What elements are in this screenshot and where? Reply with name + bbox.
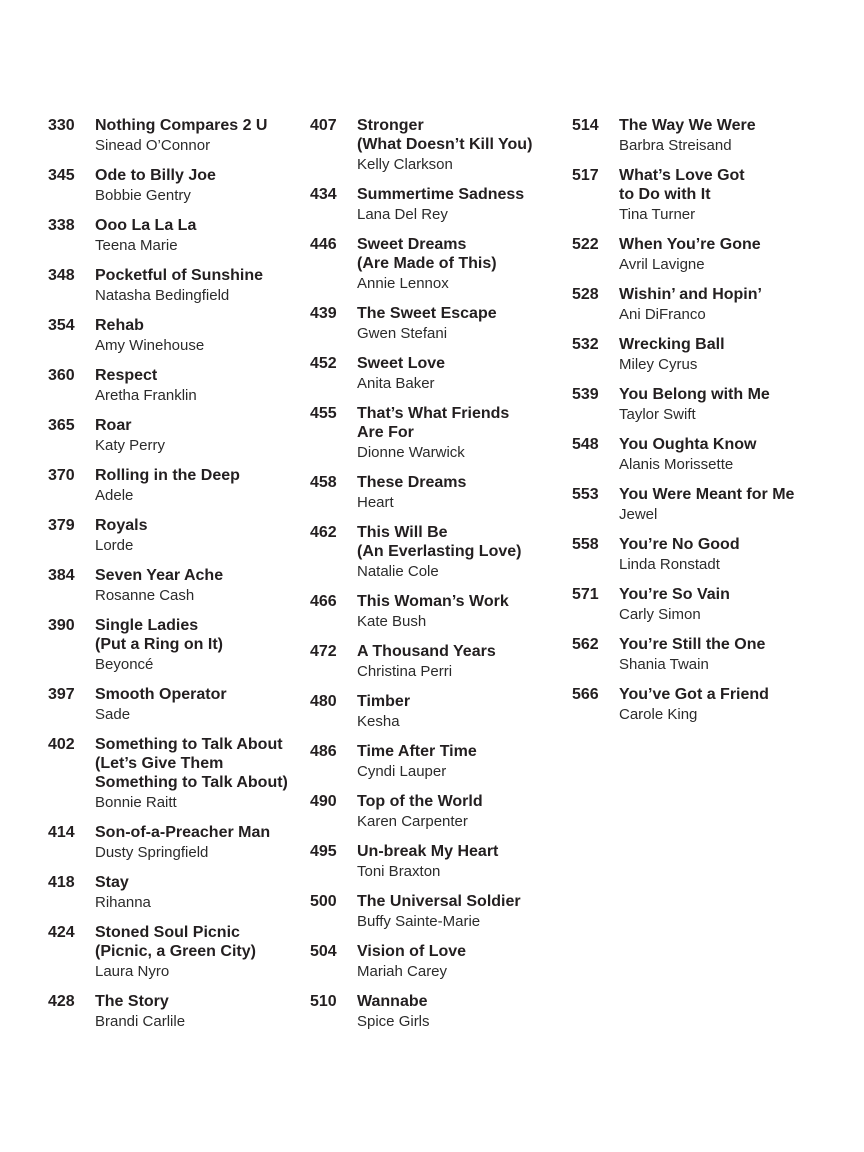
page-number: 553	[572, 486, 599, 503]
song-info	[619, 685, 848, 726]
page-number: 379	[48, 517, 75, 534]
page-number: 510	[310, 993, 337, 1010]
song-title: You Belong with Me	[619, 386, 770, 403]
song-entry	[48, 416, 310, 457]
page-number: 338	[48, 217, 75, 234]
song-info	[95, 735, 310, 814]
song-entry	[572, 116, 848, 157]
song-title: Rehab	[95, 317, 144, 334]
index-column-1	[48, 116, 310, 1042]
page-number: 390	[48, 617, 75, 634]
song-entry	[310, 992, 572, 1033]
song-info	[95, 823, 310, 864]
song-index	[48, 116, 848, 1042]
song-title: Ooo La La La	[95, 217, 197, 234]
song-info	[619, 635, 848, 676]
song-entry	[48, 566, 310, 607]
song-title: Respect	[95, 367, 158, 384]
song-artist: Carole King	[619, 706, 698, 723]
song-info	[95, 992, 310, 1033]
song-info	[619, 335, 848, 376]
song-entry	[48, 735, 310, 814]
song-entry	[48, 116, 310, 157]
song-title: Seven Year Ache	[95, 567, 224, 584]
song-title: Nothing Compares 2 U	[95, 117, 268, 134]
song-entry	[48, 923, 310, 983]
song-entry	[310, 523, 572, 583]
page-number: 490	[310, 793, 337, 810]
page-number: 566	[572, 686, 599, 703]
song-artist: Barbra Streisand	[619, 137, 732, 154]
song-artist: Lorde	[95, 537, 134, 554]
song-entry	[48, 466, 310, 507]
page-number: 548	[572, 436, 599, 453]
song-entry	[310, 592, 572, 633]
song-artist: Shania Twain	[619, 656, 709, 673]
song-title: You’re So Vain	[619, 586, 730, 603]
song-title: The Story	[95, 993, 169, 1010]
page-number: 365	[48, 417, 75, 434]
song-info	[619, 285, 848, 326]
song-entry	[48, 216, 310, 257]
song-entry	[48, 366, 310, 407]
song-title: Royals	[95, 517, 148, 534]
song-info	[95, 416, 310, 457]
page-number: 522	[572, 236, 599, 253]
song-artist: Laura Nyro	[95, 963, 170, 980]
song-artist: Toni Braxton	[357, 863, 441, 880]
song-info	[95, 316, 310, 357]
song-artist: Anita Baker	[357, 375, 435, 392]
song-title: Wrecking Ball	[619, 336, 725, 353]
song-info	[619, 166, 848, 226]
song-entry	[572, 385, 848, 426]
song-title: Vision of Love	[357, 943, 467, 960]
song-title: Wannabe	[357, 993, 428, 1010]
song-info	[619, 485, 848, 526]
song-entry	[48, 316, 310, 357]
song-artist: Natasha Bedingfield	[95, 287, 230, 304]
song-title: Ode to Billy Joe	[95, 167, 216, 184]
song-artist: Mariah Carey	[357, 963, 448, 980]
song-title: Stronger (What Doesn’t Kill You)	[357, 117, 533, 153]
song-entry	[310, 892, 572, 933]
song-info	[357, 523, 572, 583]
song-title: Stay	[95, 874, 129, 891]
song-entry	[48, 992, 310, 1033]
song-artist: Cyndi Lauper	[357, 763, 447, 780]
page-number: 434	[310, 186, 337, 203]
song-title: When You’re Gone	[619, 236, 761, 253]
song-artist: Tina Turner	[619, 206, 696, 223]
song-info	[357, 404, 572, 464]
song-info	[619, 116, 848, 157]
song-artist: Kesha	[357, 713, 400, 730]
song-title: Single Ladies (Put a Ring on It)	[95, 617, 223, 653]
song-info	[357, 942, 572, 983]
song-entry	[310, 404, 572, 464]
page-number: 345	[48, 167, 75, 184]
page-number: 486	[310, 743, 337, 760]
song-entry	[572, 635, 848, 676]
song-title: That’s What Friends Are For	[357, 405, 510, 441]
song-artist: Linda Ronstadt	[619, 556, 720, 573]
song-artist: Rihanna	[95, 894, 151, 911]
song-entry	[572, 166, 848, 226]
song-artist: Dionne Warwick	[357, 444, 465, 461]
song-title: A Thousand Years	[357, 643, 496, 660]
song-artist: Christina Perri	[357, 663, 453, 680]
song-entry	[310, 116, 572, 176]
song-info	[619, 235, 848, 276]
song-info	[619, 535, 848, 576]
song-artist: Bonnie Raitt	[95, 794, 177, 811]
song-info	[95, 366, 310, 407]
song-title: Rolling in the Deep	[95, 467, 240, 484]
song-title: Un-break My Heart	[357, 843, 499, 860]
song-title: Son-of-a-Preacher Man	[95, 824, 271, 841]
song-artist: Kelly Clarkson	[357, 156, 453, 173]
page-number: 495	[310, 843, 337, 860]
song-title: Sweet Dreams (Are Made of This)	[357, 236, 497, 272]
page-number: 558	[572, 536, 599, 553]
page-number: 539	[572, 386, 599, 403]
page-number: 562	[572, 636, 599, 653]
song-artist: Natalie Cole	[357, 563, 439, 580]
song-info	[95, 566, 310, 607]
page-number: 446	[310, 236, 337, 253]
song-title: The Way We Were	[619, 117, 756, 134]
song-artist: Sade	[95, 706, 131, 723]
page-number: 348	[48, 267, 75, 284]
song-entry	[310, 185, 572, 226]
song-entry	[310, 942, 572, 983]
song-title: Sweet Love	[357, 355, 446, 372]
song-title: Stoned Soul Picnic (Picnic, a Green City)	[95, 924, 256, 960]
song-title: You’re Still the One	[619, 636, 766, 653]
song-info	[95, 116, 310, 157]
song-info	[95, 466, 310, 507]
song-entry	[48, 166, 310, 207]
song-info	[619, 435, 848, 476]
song-info	[619, 385, 848, 426]
song-title: The Universal Soldier	[357, 893, 521, 910]
song-title: The Sweet Escape	[357, 305, 497, 322]
song-title: This Woman’s Work	[357, 593, 509, 610]
song-info	[95, 685, 310, 726]
page-number: 466	[310, 593, 337, 610]
song-entry	[310, 473, 572, 514]
song-entry	[310, 792, 572, 833]
page-number: 384	[48, 567, 75, 584]
index-column-3	[572, 116, 848, 1042]
song-artist: Ani DiFranco	[619, 306, 706, 323]
song-title: Pocketful of Sunshine	[95, 267, 264, 284]
page-number: 532	[572, 336, 599, 353]
page-number: 472	[310, 643, 337, 660]
song-artist: Miley Cyrus	[619, 356, 698, 373]
song-entry	[48, 516, 310, 557]
page-number: 480	[310, 693, 337, 710]
song-entry	[48, 685, 310, 726]
song-entry	[572, 685, 848, 726]
page-number: 458	[310, 474, 337, 491]
song-entry	[310, 235, 572, 295]
song-artist: Sinead O’Connor	[95, 137, 211, 154]
song-artist: Buffy Sainte-Marie	[357, 913, 481, 930]
song-info	[357, 592, 572, 633]
song-title: Roar	[95, 417, 132, 434]
song-title: Smooth Operator	[95, 686, 227, 703]
song-artist: Avril Lavigne	[619, 256, 705, 273]
song-title: Something to Talk About (Let’s Give Them Something to Talk About)	[95, 736, 288, 791]
song-info	[357, 473, 572, 514]
page-number: 397	[48, 686, 75, 703]
page-number: 500	[310, 893, 337, 910]
song-info	[95, 166, 310, 207]
song-info	[357, 304, 572, 345]
page-number: 360	[48, 367, 75, 384]
song-entry	[48, 616, 310, 676]
song-info	[357, 992, 572, 1033]
song-artist: Amy Winehouse	[95, 337, 205, 354]
song-title: This Will Be (An Everlasting Love)	[357, 524, 522, 560]
page-number: 402	[48, 736, 75, 753]
song-artist: Carly Simon	[619, 606, 701, 623]
song-entry	[310, 642, 572, 683]
song-entry	[572, 435, 848, 476]
song-artist: Annie Lennox	[357, 275, 449, 292]
song-title: You Oughta Know	[619, 436, 757, 453]
song-title: Top of the World	[357, 793, 483, 810]
song-title: You’re No Good	[619, 536, 740, 553]
song-info	[357, 742, 572, 783]
song-artist: Heart	[357, 494, 394, 511]
song-artist: Jewel	[619, 506, 658, 523]
page-number: 414	[48, 824, 75, 841]
song-title: Summertime Sadness	[357, 186, 525, 203]
song-info	[357, 792, 572, 833]
song-info	[95, 516, 310, 557]
song-entry	[48, 873, 310, 914]
song-entry	[310, 354, 572, 395]
page-number: 354	[48, 317, 75, 334]
song-title: Time After Time	[357, 743, 477, 760]
song-entry	[572, 485, 848, 526]
page-number: 504	[310, 943, 337, 960]
page-number: 455	[310, 405, 337, 422]
song-artist: Adele	[95, 487, 134, 504]
song-entry	[310, 304, 572, 345]
song-entry	[572, 285, 848, 326]
song-artist: Taylor Swift	[619, 406, 696, 423]
song-entry	[48, 823, 310, 864]
page-number: 424	[48, 924, 75, 941]
song-entry	[310, 842, 572, 883]
page-number: 462	[310, 524, 337, 541]
song-info	[95, 873, 310, 914]
song-entry	[572, 235, 848, 276]
page-number: 439	[310, 305, 337, 322]
song-entry	[48, 266, 310, 307]
page-number: 528	[572, 286, 599, 303]
song-title: Wishin’ and Hopin’	[619, 286, 762, 303]
song-info	[95, 266, 310, 307]
page-number: 514	[572, 117, 599, 134]
song-info	[357, 235, 572, 295]
song-info	[357, 116, 572, 176]
page-number: 452	[310, 355, 337, 372]
song-entry	[572, 335, 848, 376]
song-artist: Brandi Carlile	[95, 1013, 186, 1030]
song-entry	[310, 692, 572, 733]
song-artist: Kate Bush	[357, 613, 427, 630]
song-info	[357, 185, 572, 226]
song-artist: Spice Girls	[357, 1013, 430, 1030]
song-info	[95, 616, 310, 676]
song-entry	[310, 742, 572, 783]
song-artist: Bobbie Gentry	[95, 187, 191, 204]
song-title: Timber	[357, 693, 411, 710]
song-artist: Gwen Stefani	[357, 325, 448, 342]
song-artist: Dusty Springfield	[95, 844, 209, 861]
page-number: 370	[48, 467, 75, 484]
song-entry	[572, 585, 848, 626]
song-entry	[572, 535, 848, 576]
song-info	[95, 216, 310, 257]
song-info	[357, 642, 572, 683]
song-title: What’s Love Got to Do with It	[619, 167, 745, 203]
page-number: 330	[48, 117, 75, 134]
song-info	[357, 692, 572, 733]
song-info	[619, 585, 848, 626]
song-info	[357, 354, 572, 395]
song-info	[95, 923, 310, 983]
song-title: You’ve Got a Friend	[619, 686, 769, 703]
song-info	[357, 892, 572, 933]
song-artist: Beyoncé	[95, 656, 154, 673]
song-artist: Teena Marie	[95, 237, 178, 254]
song-title: You Were Meant for Me	[619, 486, 795, 503]
song-artist: Lana Del Rey	[357, 206, 448, 223]
page-number: 407	[310, 117, 337, 134]
song-info	[357, 842, 572, 883]
index-column-2	[310, 116, 572, 1042]
page-number: 517	[572, 167, 599, 184]
page-number: 571	[572, 586, 599, 603]
song-artist: Katy Perry	[95, 437, 166, 454]
song-title: These Dreams	[357, 474, 467, 491]
song-artist: Alanis Morissette	[619, 456, 734, 473]
song-artist: Rosanne Cash	[95, 587, 195, 604]
song-artist: Karen Carpenter	[357, 813, 468, 830]
page-number: 428	[48, 993, 75, 1010]
song-artist: Aretha Franklin	[95, 387, 197, 404]
page-number: 418	[48, 874, 75, 891]
